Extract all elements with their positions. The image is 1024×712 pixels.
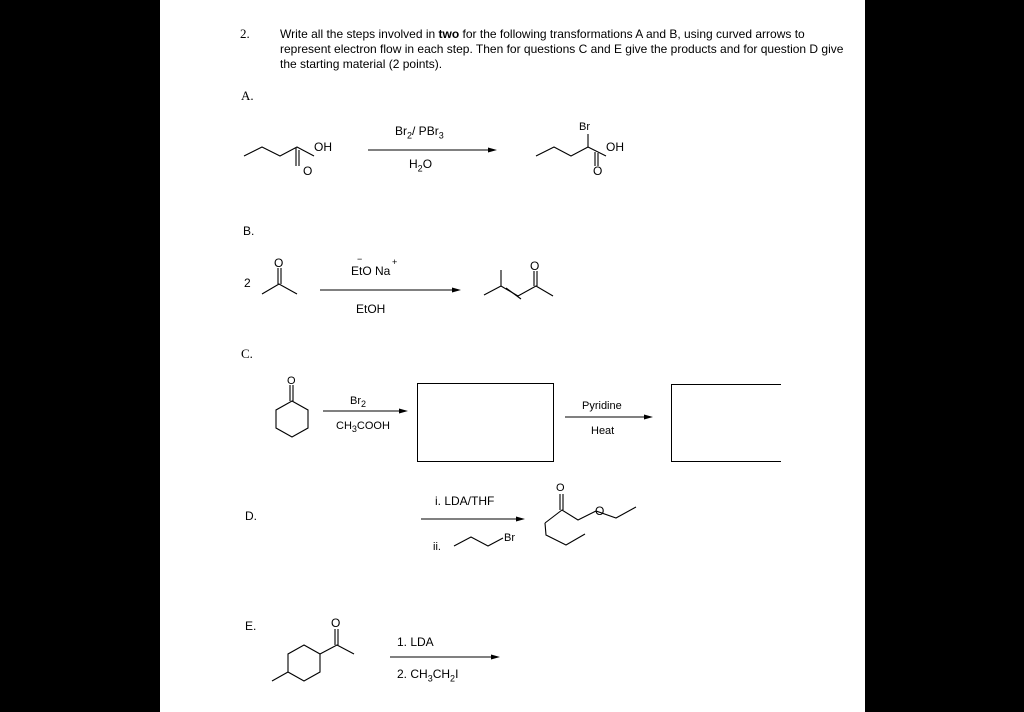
c-reagent-top — [350, 394, 366, 408]
b-reagent-bottom: EtOH — [356, 302, 386, 316]
d-reagent-br: Br — [504, 532, 515, 544]
a-reagent-o: O — [422, 157, 433, 171]
e-reagent-sub3: 3 — [427, 673, 433, 684]
question-number: 2. — [240, 26, 250, 41]
b-reagent-top: EtO Na — [351, 264, 391, 278]
b-reagent-minus: − — [357, 254, 363, 264]
d-reagent-top: i. LDA/THF — [435, 494, 495, 508]
c-reagent-ch: CH — [336, 420, 352, 432]
d-product-ester — [545, 507, 636, 523]
question-text-part2: for the following transformations A and B, using curved arrows to represent electron flow in each step. Then for questions C and E give the products and for question D give the starting material (2 points). — [280, 27, 844, 71]
b-product-o: O — [530, 259, 540, 273]
a-reactant-o: O — [303, 164, 313, 178]
a-reagent-pbr: / PBr — [412, 124, 439, 138]
a-reagent-sub2: 3 — [438, 130, 444, 141]
c-reagent-br: Br — [350, 395, 361, 407]
c-reagent-cooh: COOH — [356, 420, 390, 432]
a-reagent-br: Br — [395, 124, 407, 138]
c-reactant-o: O — [287, 375, 296, 387]
question-text-bold: two — [438, 27, 460, 41]
c-answer-box-1[interactable] — [417, 383, 554, 462]
c-reagent-br-sub: 2 — [361, 399, 367, 410]
a-reactant-chain — [244, 147, 314, 156]
c-reagent2-bottom: Heat — [591, 425, 615, 437]
b-reagent-plus: + — [392, 257, 398, 267]
a-product-br: Br — [579, 121, 590, 133]
part-d-label: D. — [245, 509, 257, 523]
a-reagent-h-sub: 2 — [417, 163, 423, 174]
e-reagent-sub2: 2 — [450, 673, 456, 684]
b-product — [484, 286, 553, 296]
question-text-part1: Write all the steps involved in — [280, 27, 439, 41]
a-product-oh: OH — [606, 140, 624, 154]
a-reagent-sub: 2 — [407, 130, 413, 141]
b-coefficient: 2 — [244, 276, 251, 290]
e-reagent-ch3: 2. CH — [397, 667, 428, 681]
c-reagent-ch-sub: 3 — [351, 424, 357, 435]
a-reagent-bottom — [409, 157, 433, 174]
e-reagent-bottom — [397, 667, 459, 684]
e-reagent-top: 1. LDA — [397, 635, 434, 649]
a-reactant-oh: OH — [314, 140, 332, 154]
part-e-label: E. — [245, 619, 257, 633]
a-reagent-h: H — [409, 157, 418, 171]
d-product-ether-o: O — [595, 504, 605, 518]
e-reagent-ch2: CH — [432, 667, 451, 681]
d-propyl-bromide — [454, 537, 503, 546]
c-answer-box-2[interactable] — [671, 384, 781, 462]
d-product-carbonyl-o: O — [556, 482, 565, 494]
a-product-o: O — [593, 164, 603, 178]
e-reagent-i: I — [455, 667, 459, 681]
part-a-label: A. — [241, 88, 254, 103]
c-cyclohexanone-ring — [276, 401, 308, 437]
e-cyclohexyl-ring — [288, 645, 320, 681]
c-reagent2-top: Pyridine — [582, 400, 622, 412]
e-reactant-o: O — [331, 616, 341, 630]
d-product-chain — [545, 523, 585, 545]
b-reactant — [262, 284, 297, 294]
b-reactant-o: O — [274, 256, 284, 270]
part-c-label: C. — [241, 346, 253, 361]
a-reagent-top — [395, 124, 444, 141]
d-reagent-ii: ii. — [433, 541, 441, 553]
c-reagent-bottom — [336, 419, 390, 433]
part-b-label: B. — [243, 224, 255, 238]
